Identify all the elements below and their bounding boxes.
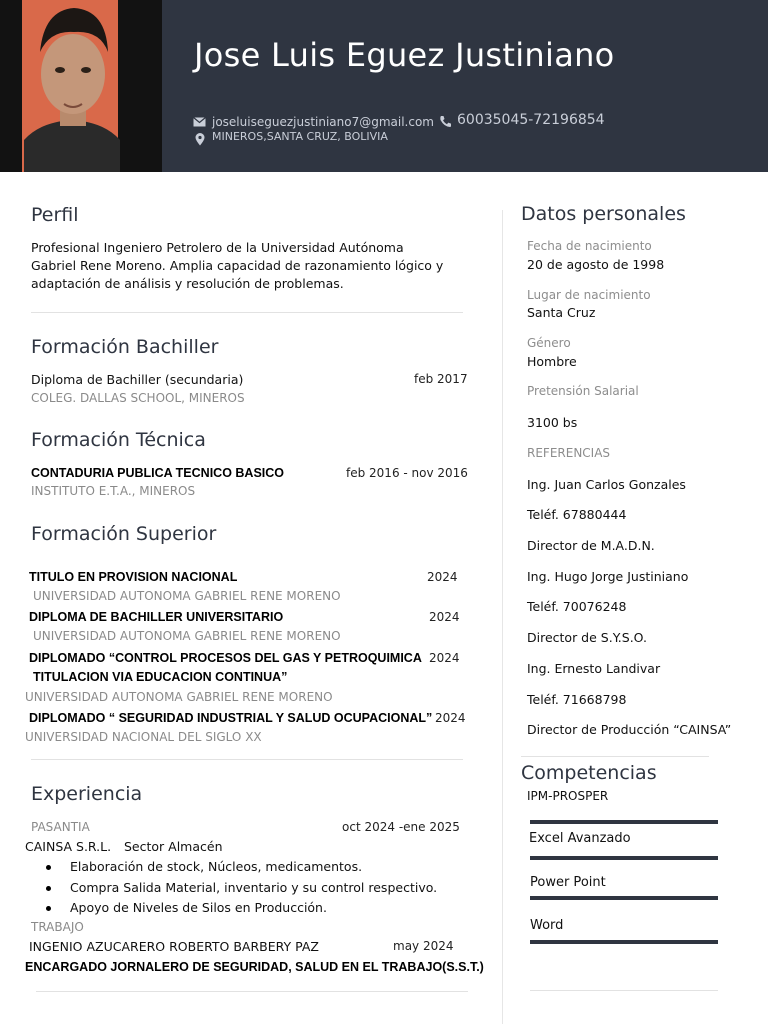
reference-line: Ing. Ernesto Landivar [527,661,661,676]
superior-school-4: UNIVERSIDAD NACIONAL DEL SIGLO XX [25,730,262,744]
job1-duties [46,857,437,919]
superior-year-1: 2024 [427,570,458,584]
job1-company: CAINSA S.R.L. [25,839,112,854]
section-title-competencias: Competencias [521,762,657,784]
divider [31,312,463,313]
job2-company: INGENIO AZUCARERO ROBERTO BARBERY PAZ [29,939,319,954]
salary-label: Pretensión Salarial [527,384,639,398]
job1-area: Sector Almacén [124,839,223,854]
superior-school-3: UNIVERSIDAD AUTONOMA GABRIEL RENE MORENO [25,690,333,704]
reference-line: Teléf. 70076248 [527,599,627,614]
job1-type: PASANTIA [31,820,90,834]
skill-bar [530,940,718,944]
reference-line: Director de S.Y.S.O. [527,630,647,645]
divider [530,990,718,991]
section-title-bachiller: Formación Bachiller [31,336,219,358]
list-item: Apoyo de Niveles de Silos en Producción. [46,898,437,919]
job2-type: TRABAJO [31,920,84,934]
skill-item: Excel Avanzado [529,831,631,846]
reference-line: Teléf. 71668798 [527,692,627,707]
gender-label: Género [527,336,571,350]
superior-degree-3-line-2: TITULACION VIA EDUCACION CONTINUA” [33,670,288,684]
list-item: Compra Salida Material, inventario y su control respectivo. [46,878,437,899]
skill-bar [530,820,718,824]
gender-value: Hombre [527,354,577,369]
divider [36,991,468,992]
birth-value: 20 de agosto de 1998 [527,257,665,272]
section-title-perfil: Perfil [31,204,79,226]
bachiller-date: feb 2017 [414,372,468,386]
skill-bar [530,856,718,860]
tecnica-school: INSTITUTO E.T.A., MINEROS [31,484,196,498]
perfil-line-3: adaptación de análisis y resolución de problemas. [31,276,344,291]
bachiller-school: COLEG. DALLAS SCHOOL, MINEROS [31,391,245,405]
phone-icon [439,115,452,128]
column-divider [502,210,503,1024]
profile-photo [0,0,162,172]
reference-line: Director de Producción “CAINSA” [527,722,732,737]
section-title-superior: Formación Superior [31,523,217,545]
superior-degree-4: DIPLOMADO “ SEGURIDAD INDUSTRIAL Y SALUD OCUPACIONAL” [29,711,433,725]
superior-year-4: 2024 [435,711,466,725]
superior-degree-2: DIPLOMA DE BACHILLER UNIVERSITARIO [29,610,284,624]
reference-line: Ing. Hugo Jorge Justiniano [527,569,689,584]
perfil-line-1: Profesional Ingeniero Petrolero de la Universidad Autónoma [31,240,404,255]
reference-line: Director de M.A.D.N. [527,538,655,553]
superior-school-1: UNIVERSIDAD AUTONOMA GABRIEL RENE MORENO [33,589,341,603]
skill-bar [530,896,718,900]
location-text: MINEROS,SANTA CRUZ, BOLIVIA [212,130,388,143]
superior-school-2: UNIVERSIDAD AUTONOMA GABRIEL RENE MORENO [33,629,341,643]
superior-year-2: 2024 [429,610,460,624]
salary-value: 3100 bs [527,415,578,430]
references-label: REFERENCIAS [527,446,611,460]
perfil-line-2: Gabriel Rene Moreno. Amplia capacidad de razonamiento lógico y [31,258,444,273]
section-title-experiencia: Experiencia [31,783,143,805]
reference-line: Ing. Juan Carlos Gonzales [527,477,686,492]
map-pin-icon [195,133,205,146]
divider [31,759,463,760]
superior-year-3: 2024 [429,651,460,665]
job2-date: may 2024 [393,939,454,953]
section-title-datos: Datos personales [521,203,686,225]
superior-degree-1: TITULO EN PROVISION NACIONAL [29,570,238,584]
envelope-icon [193,117,206,127]
job2-role: ENCARGADO JORNALERO DE SEGURIDAD, SALUD EN EL TRABAJO(S.S.T.) [25,960,484,974]
email-text: joseluiseguezjustiniano7@gmail.com [212,115,434,129]
divider [521,756,709,757]
phone-text: 60035045-72196854 [457,112,605,128]
place-label: Lugar de nacimiento [527,288,651,302]
tecnica-date: feb 2016 - nov 2016 [346,466,468,480]
skill-item: Word [530,918,564,933]
skill-item: Power Point [530,875,606,890]
reference-line: Teléf. 67880444 [527,507,627,522]
skill-item: IPM-PROSPER [527,789,609,803]
list-item: Elaboración de stock, Núcleos, medicamentos. [46,857,437,878]
place-value: Santa Cruz [527,305,596,320]
section-title-tecnica: Formación Técnica [31,429,206,451]
job1-date: oct 2024 -ene 2025 [342,820,460,834]
bachiller-degree: Diploma de Bachiller (secundaria) [31,372,244,387]
tecnica-degree: CONTADURIA PUBLICA TECNICO BASICO [31,466,285,480]
superior-degree-3: DIPLOMADO “CONTROL PROCESOS DEL GAS Y PETROQUIMICA [29,651,422,665]
birth-label: Fecha de nacimiento [527,239,652,253]
candidate-name: Jose Luis Eguez Justiniano [194,36,615,74]
